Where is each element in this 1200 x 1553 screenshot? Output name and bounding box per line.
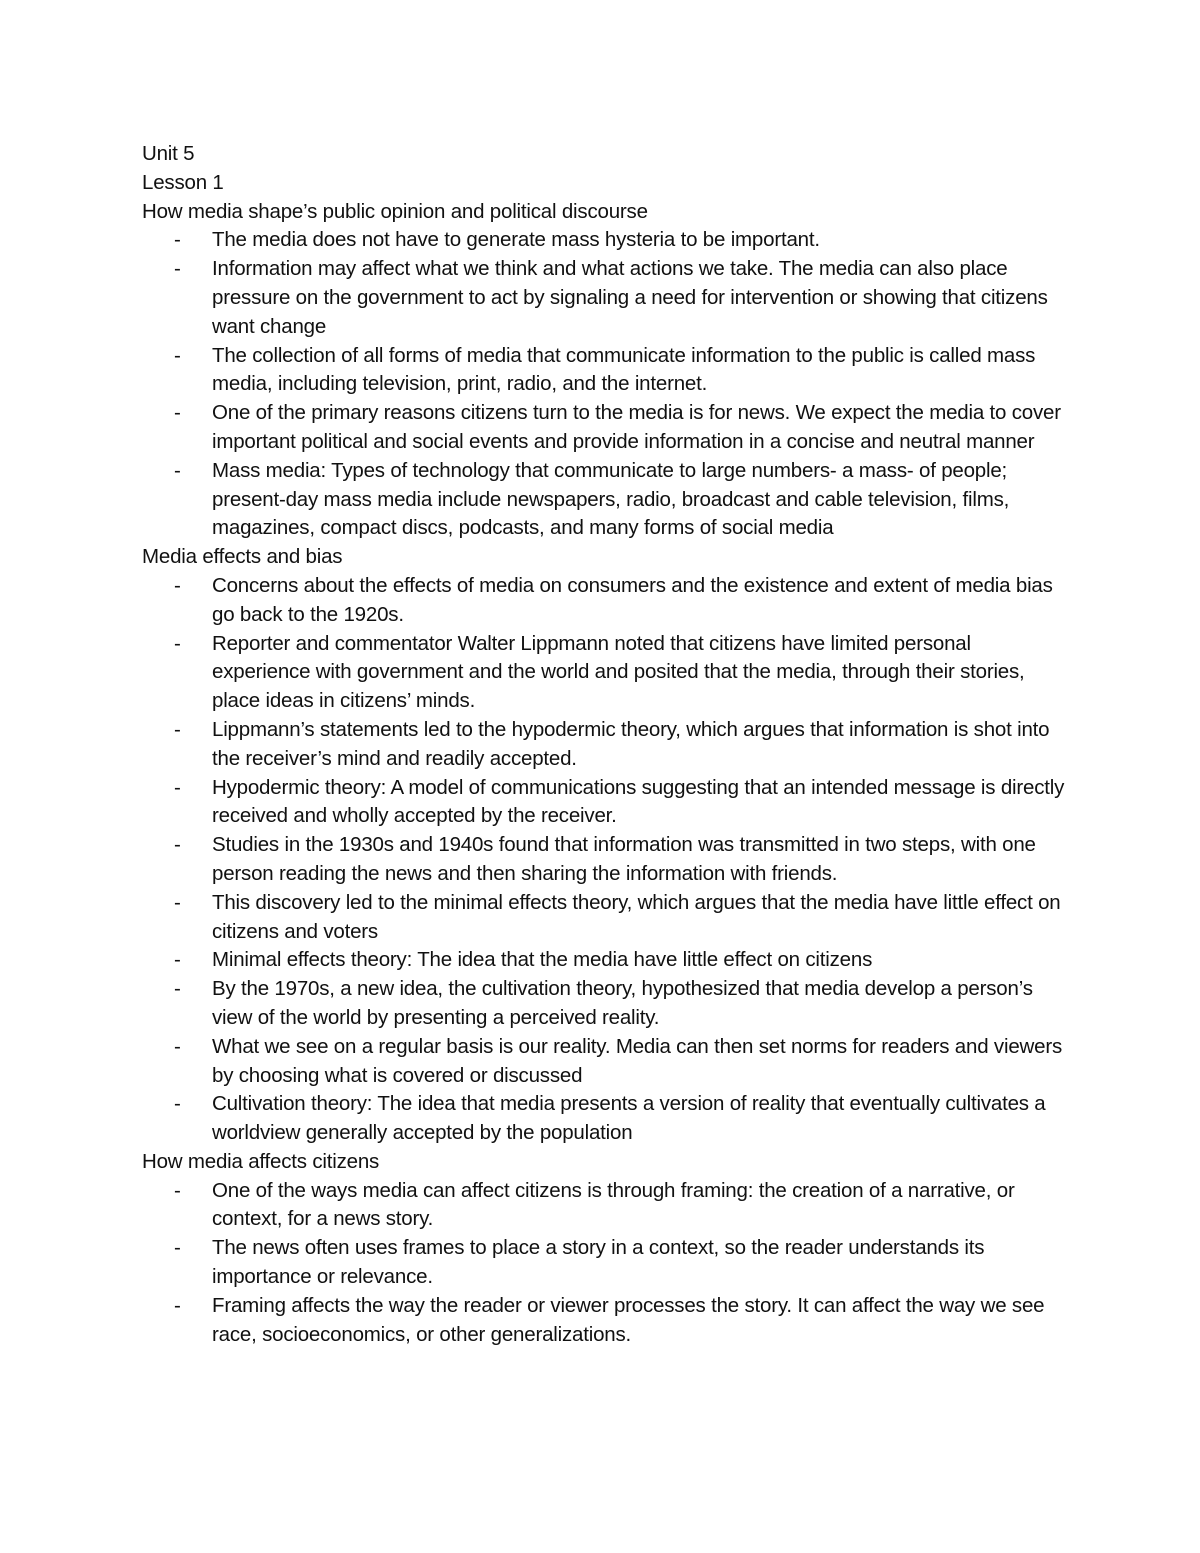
bullet-item (142, 226, 1072, 255)
dash-bullet-icon: - (174, 1293, 181, 1317)
bullet-text: The news often uses frames to place a story in a context, so the reader understands its importance or relevance. (212, 1236, 985, 1289)
section (142, 198, 1072, 544)
bullet-text: By the 1970s, a new idea, the cultivation theory, hypothesized that media develop a person’s view of the world by presenting a perceived reality. (212, 977, 1033, 1029)
bullet-list (142, 572, 1072, 1148)
bullet-text: What we see on a regular basis is our reality. Media can then set norms for readers and viewers by choosing what is covered or discussed (212, 1034, 1062, 1087)
bullet-list (142, 226, 1072, 543)
document-body (142, 140, 1072, 1349)
bullet-item (142, 831, 1072, 889)
bullet-text: Hypodermic theory: A model of communications suggesting that an intended message is directly received and wholly accepted by the receiver. (212, 775, 1065, 828)
bullet-text: Minimal effects theory: The idea that the media have little effect on citizens (212, 948, 873, 972)
bullet-item (142, 630, 1072, 716)
dash-bullet-icon: - (174, 257, 181, 281)
dash-bullet-icon: - (174, 717, 181, 741)
section-heading: Media effects and bias (142, 545, 343, 569)
section-heading: How media shape’s public opinion and political discourse (142, 199, 648, 223)
bullet-text: Lippmann’s statements led to the hypodermic theory, which argues that information is shot into the receiver’s mind and readily accepted. (212, 717, 1050, 770)
bullet-text: Mass media: Types of technology that communicate to large numbers- a mass- of people; present-day mass media include newspapers, radio, broadcast and cable television, films, magazines, compact discs, podcasts, and many forms of social media (212, 458, 1010, 540)
bullet-item (142, 572, 1072, 630)
section-heading: How media affects citizens (142, 1149, 380, 1173)
lesson-title: Lesson 1 (142, 170, 224, 194)
bullet-text: One of the primary reasons citizens turn to the media is for news. We expect the media to cover important political and social events and provide information in a concise and neutral manner (212, 401, 1061, 453)
bullet-item (142, 889, 1072, 947)
bullet-text: The media does not have to generate mass hysteria to be important. (212, 228, 820, 252)
dash-bullet-icon: - (174, 458, 181, 482)
section (142, 1148, 1072, 1350)
dash-bullet-icon: - (174, 775, 181, 799)
section (142, 543, 1072, 1148)
sections-container (142, 198, 1072, 1350)
bullet-text: Concerns about the effects of media on consumers and the existence and extent of media bias go back to the 1920s. (212, 573, 1053, 626)
unit-title: Unit 5 (142, 142, 195, 165)
bullet-list (142, 1177, 1072, 1350)
dash-bullet-icon: - (174, 977, 181, 1001)
dash-bullet-icon: - (174, 1178, 181, 1202)
bullet-text: Information may affect what we think and what actions we take. The media can also place pressure on the government to act by signaling a need for intervention or showing that citizens want change (212, 257, 1048, 338)
bullet-item (142, 946, 1072, 975)
dash-bullet-icon: - (174, 1236, 181, 1260)
bullet-item (142, 975, 1072, 1033)
dash-bullet-icon: - (174, 228, 181, 252)
bullet-text: Framing affects the way the reader or viewer processes the story. It can affect the way we see race, socioeconomics, or other generalizations. (212, 1293, 1045, 1346)
bullet-item (142, 1292, 1072, 1350)
bullet-item (142, 1177, 1072, 1235)
dash-bullet-icon: - (174, 890, 181, 914)
dash-bullet-icon: - (174, 631, 181, 655)
bullet-item (142, 716, 1072, 774)
bullet-text: One of the ways media can affect citizens is through framing: the creation of a narrative, or context, for a news story. (212, 1178, 1015, 1231)
dash-bullet-icon: - (174, 401, 181, 425)
bullet-item (142, 1033, 1072, 1091)
bullet-item (142, 774, 1072, 832)
bullet-text: The collection of all forms of media that communicate information to the public is called mass media, including television, print, radio, and the internet. (212, 343, 1036, 396)
bullet-item (142, 457, 1072, 543)
bullet-item (142, 1090, 1072, 1148)
bullet-text: Cultivation theory: The idea that media presents a version of reality that eventually cultivates a worldview generally accepted by the population (212, 1092, 1046, 1145)
bullet-item (142, 1234, 1072, 1292)
bullet-item (142, 255, 1072, 341)
dash-bullet-icon: - (174, 1034, 181, 1058)
dash-bullet-icon: - (174, 833, 181, 857)
bullet-item (142, 399, 1072, 457)
bullet-text: Reporter and commentator Walter Lippmann noted that citizens have limited personal experience with government and the world and posited that the media, through their stories, place ideas in citizens’ minds. (212, 631, 1025, 713)
dash-bullet-icon: - (174, 343, 181, 367)
bullet-text: This discovery led to the minimal effects theory, which argues that the media have little effect on citizens and voters (212, 890, 1061, 943)
bullet-item (142, 342, 1072, 400)
bullet-text: Studies in the 1930s and 1940s found that information was transmitted in two steps, with one person reading the news and then sharing the information with friends. (212, 833, 1036, 885)
dash-bullet-icon: - (174, 948, 181, 972)
dash-bullet-icon: - (174, 1092, 181, 1116)
dash-bullet-icon: - (174, 573, 181, 597)
